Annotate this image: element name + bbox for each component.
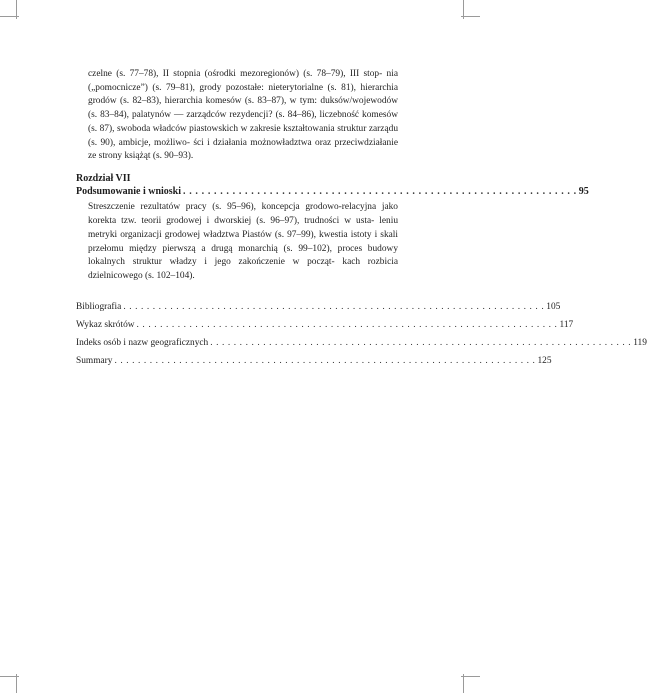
toc-page-number: 117 bbox=[559, 319, 574, 330]
toc-entry-wykaz-skrotow[interactable] bbox=[76, 319, 574, 333]
toc-entry-bibliografia[interactable] bbox=[76, 301, 561, 315]
description-line: ści i działania możnowładztwa oraz przeciwdziałanie ze strony książąt bbox=[88, 137, 399, 162]
toc-page-number: 119 bbox=[633, 337, 647, 348]
description-line: kach rozbicia dzielnicowego (s. 102–104). bbox=[88, 257, 398, 281]
description-line: Streszczenie rezultatów pracy (s. 95–96), koncepcja grodowo-relacyjna bbox=[88, 202, 377, 213]
toc-page-number: 105 bbox=[546, 301, 561, 312]
dot-leader: . . . . . . . . . . . . . . . . . . . . . . . . . . . . . . . . . . . . . . . . . . . . . . . . . . . . . . . . . . . . . . . . . . . . . . . . bbox=[114, 355, 536, 366]
description-line: (s. 90–93). bbox=[152, 151, 194, 162]
toc-entry-title: Indeks osób i nazw geograficznych bbox=[76, 337, 209, 348]
description-line: istoty i skali przełomu między pierwszą a drugą monarchią (s. 99–102), bbox=[88, 229, 399, 254]
table-of-contents-page bbox=[76, 68, 647, 373]
crop-mark bbox=[461, 16, 480, 17]
crop-mark bbox=[461, 676, 480, 677]
description-line: leniu metryki organizacji grodowej władztwa Piastów (s. 97–99), kwestia bbox=[88, 216, 399, 240]
description-line: proces budowy lokalnych struktur władzy i jego zakończenie w począt- bbox=[88, 243, 399, 268]
toc-entry-podsumowanie[interactable] bbox=[76, 185, 589, 199]
toc-entry-title: Summary bbox=[76, 355, 113, 366]
crop-mark bbox=[0, 16, 19, 17]
back-matter-list bbox=[76, 301, 647, 369]
toc-entry-title: Wykaz skrótów bbox=[76, 319, 135, 330]
dot-leader: . . . . . . . . . . . . . . . . . . . . . . . . . . . . . . . . . . . . . . . . . . . . . . . . . . . . . . . . . . . . . . . . . . . . . . . . bbox=[123, 301, 545, 312]
toc-page-number: 125 bbox=[537, 355, 552, 366]
description-line: nia („pomocnicze”) (s. 79–81), grody pozostałe: nieterytorialne (s. 81), bbox=[88, 69, 398, 93]
chapter-label: Rozdział VII bbox=[76, 172, 131, 184]
description-line: czelne (s. 77–78), II stopnia (ośrodki mezoregionów) (s. 78–79), III stop- bbox=[88, 69, 383, 79]
toc-entry-title: Podsumowanie i wnioski bbox=[76, 185, 182, 197]
description-line: jako korekta tzw. teorii grodowej i dworskiej (s. 96–97), trudności w usta- bbox=[88, 202, 398, 227]
dot-leader: . . . . . . . . . . . . . . . . . . . . . . . . . . . . . . . . . . . . . . . . . . . . . . . . . . . . . . . . . . . . . . . . . . . . . . . . bbox=[136, 319, 558, 330]
crop-mark bbox=[0, 676, 19, 677]
description-line: hierarchia grodów (s. 82–83), hierarchia komesów (s. 83–87), w tym: bbox=[88, 82, 399, 107]
dot-leader: . . . . . . . . . . . . . . . . . . . . . . . . . . . . . . . . . . . . . . . . . . . . . . . . . . . . . . . . . . . . . . . . . . . . . . . . bbox=[210, 337, 632, 348]
toc-page-number: 95 bbox=[578, 185, 589, 197]
toc-entry-indeks[interactable] bbox=[76, 337, 647, 351]
description-line: w zakresie kształtowania struktur zarządu (s. 90), ambicje, możliwo- bbox=[88, 123, 399, 148]
description-line: (s. 84–86), liczebność komesów (s. 87), swoboda władców piastowskich bbox=[88, 110, 398, 134]
chapter-vii-description bbox=[76, 201, 398, 283]
dot-leader: . . . . . . . . . . . . . . . . . . . . . . . . . . . . . . . . . . . . . . . . . . . . . . . . . . . . . . . . . . . . . . . . bbox=[183, 185, 577, 197]
description-line: duksów/wojewodów (s. 83–84), palatynów — zarządców rezydencji? bbox=[88, 96, 398, 121]
toc-entry-summary[interactable] bbox=[76, 355, 552, 369]
toc-entry-title: Bibliografia bbox=[76, 301, 122, 312]
chapter-vi-description-continuation bbox=[76, 68, 398, 164]
